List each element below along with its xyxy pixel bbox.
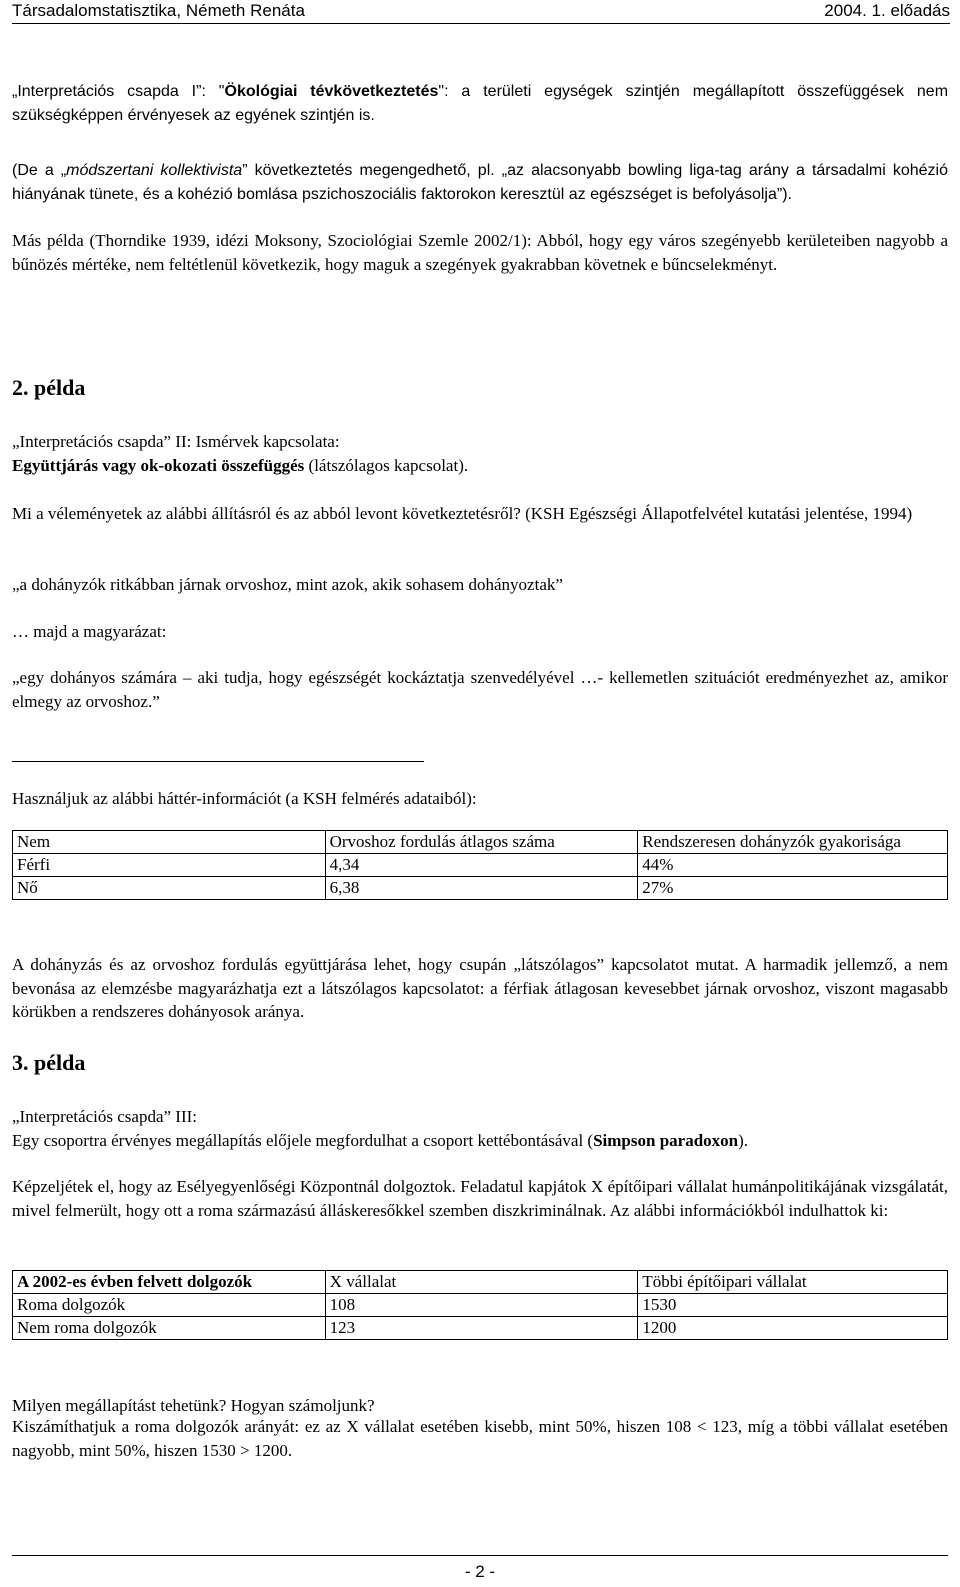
paragraph-scenario: Képzeljétek el, hogy az Esélyegyenlőségi Központnál dolgoztok. Feladatul kapjátok X építőipari vállalat humánpolitikájának vizsgálatát, mivel felmerült, hogy ott a roma származású álláskeresőkkel szemben diszkriminálnak. Az alábbi információkból indulhattok ki: — [12, 1177, 948, 1220]
table-cell: Nem roma dolgozók — [13, 1317, 326, 1340]
trap-2-bold: Együttjárás vagy ok-okozati összefüggés — [12, 455, 305, 475]
trap-3-pre: Egy csoportra érvényes megállapítás előjele megfordulhat a csoport kettébontásával ( — [12, 1130, 594, 1150]
table-cell: 1530 — [638, 1294, 948, 1317]
table-header-cell: X vállalat — [325, 1271, 638, 1294]
footer-rule — [12, 1555, 948, 1556]
table-header-cell: Többi építőipari vállalat — [638, 1271, 948, 1294]
table-hired-workers — [12, 1270, 948, 1340]
table-row — [13, 877, 948, 900]
trap-2-block — [12, 430, 948, 477]
separator-rule — [12, 761, 424, 762]
explanation-intro: … majd a magyarázat: — [12, 622, 167, 641]
table-cell: Roma dolgozók — [13, 1294, 326, 1317]
table-row — [13, 854, 948, 877]
table-cell: 4,34 — [325, 854, 638, 877]
table-cell: 27% — [638, 877, 948, 900]
table-cell: Nő — [13, 877, 326, 900]
para1-pre: „Interpretációs csapda I”: " — [12, 83, 225, 100]
trap-3-post: ). — [738, 1130, 749, 1150]
para1-bold-term: Ökológiai tévkövetkeztetés — [224, 83, 439, 100]
table-row — [13, 1317, 948, 1340]
table-cell: 44% — [638, 854, 948, 877]
trap-3-title: „Interpretációs csapda” III: — [12, 1107, 197, 1126]
table-row — [13, 831, 948, 854]
table-cell: 1200 — [638, 1317, 948, 1340]
quote-explanation: „egy dohányos számára – aki tudja, hogy egészségét kockáztatja szenvedélyével …- kellemetlen szituációt eredményezhet az, amikor elmegy az orvoshoz.” — [12, 668, 948, 711]
trap-2-post: (látszólagos kapcsolat). — [304, 455, 469, 475]
paragraph-thorndike-example: Más példa (Thorndike 1939, idézi Moksony, Szociológiai Szemle 2002/1): Abból, hogy egy város szegényebb kerületeiben nagyobb a bűnözés mértéke, nem feltétlenül következik, hogy maguk a szegények gyakrabban követnek e bűncselekményt. — [12, 231, 948, 274]
trap-3-bold: Simpson paradoxon — [593, 1130, 739, 1150]
paragraph-ecological-fallacy — [12, 80, 948, 127]
background-intro: Használjuk az alábbi háttér-információt (a KSH felmérés adataiból): — [12, 789, 477, 808]
para2-italic-term: módszertani kollektivista — [66, 162, 243, 179]
table-header-cell: Orvoshoz fordulás átlagos száma — [325, 831, 638, 854]
trap-3-block — [12, 1105, 948, 1152]
table-cell: 123 — [325, 1317, 638, 1340]
header-lecture-date: 2004. 1. előadás — [824, 1, 950, 20]
table-smoking-doctor — [12, 830, 948, 900]
heading-example-3: 3. példa — [12, 1050, 86, 1075]
table-row — [13, 1294, 948, 1317]
para2-pre: (De a „ — [12, 162, 67, 179]
question-2: Milyen megállapítást tehetünk? Hogyan számoljunk? — [12, 1396, 375, 1415]
table-cell: 6,38 — [325, 877, 638, 900]
paragraph-after-table1: A dohányzás és az orvoshoz fordulás együttjárása lehet, hogy csupán „látszólagos” kapcsolatot mutat. A harmadik jellemző, a nem bevonása az elemzésbe magyarázhatja ezt a látszólagos kapcsolatot: a férfiak átlagosan kevesebbet járnak orvoshoz, viszont magasabb körükben a rendszeres dohányosok aránya. — [12, 955, 948, 1021]
table-header-cell: A 2002-es évben felvett dolgozók — [13, 1271, 326, 1294]
heading-example-2: 2. példa — [12, 375, 86, 400]
quote-smokers: „a dohányzók ritkábban járnak orvoshoz, mint azok, akik sohasem dohányoztak” — [12, 575, 563, 594]
page-header — [12, 0, 950, 24]
table-row — [13, 1271, 948, 1294]
page-number: - 2 - — [464, 1562, 496, 1581]
table-header-cell: Rendszeresen dohányzók gyakorisága — [638, 831, 948, 854]
paragraph-final: Kiszámíthatjuk a roma dolgozók arányát: ez az X vállalat esetében kisebb, mint 50%, hiszen 108 < 123, míg a többi vállalat esetében nagyobb, mint 50%, hiszen 1530 > 1200. — [12, 1417, 948, 1460]
table-cell: Férfi — [13, 854, 326, 877]
paragraph-methodological-collectivist — [12, 159, 948, 206]
table-header-cell: Nem — [13, 831, 326, 854]
para1-post: ": a területi egységek szintjén megállapított összefüggések nem szükségképpen érvényesek az egyének szintjén is. — [12, 83, 949, 124]
paragraph-question: Mi a véleményetek az alábbi állításról és az abból levont következtetésről? (KSH Egészségi Állapotfelvétel kutatási jelentése, 1994) — [12, 504, 913, 523]
header-course-author: Társadalomstatisztika, Németh Renáta — [12, 1, 305, 20]
table-cell: 108 — [325, 1294, 638, 1317]
trap-2-title: „Interpretációs csapda” II: Ismérvek kapcsolata: — [12, 432, 340, 451]
para2-post: ” következtetés megengedhető, pl. „az alacsonyabb bowling liga-tag arány a társadalmi kohézió hiányának tünete, és a kohézió bomlása pszichoszociális faktorokon keresztül az egészséget is befolyásolja”). — [12, 162, 948, 203]
